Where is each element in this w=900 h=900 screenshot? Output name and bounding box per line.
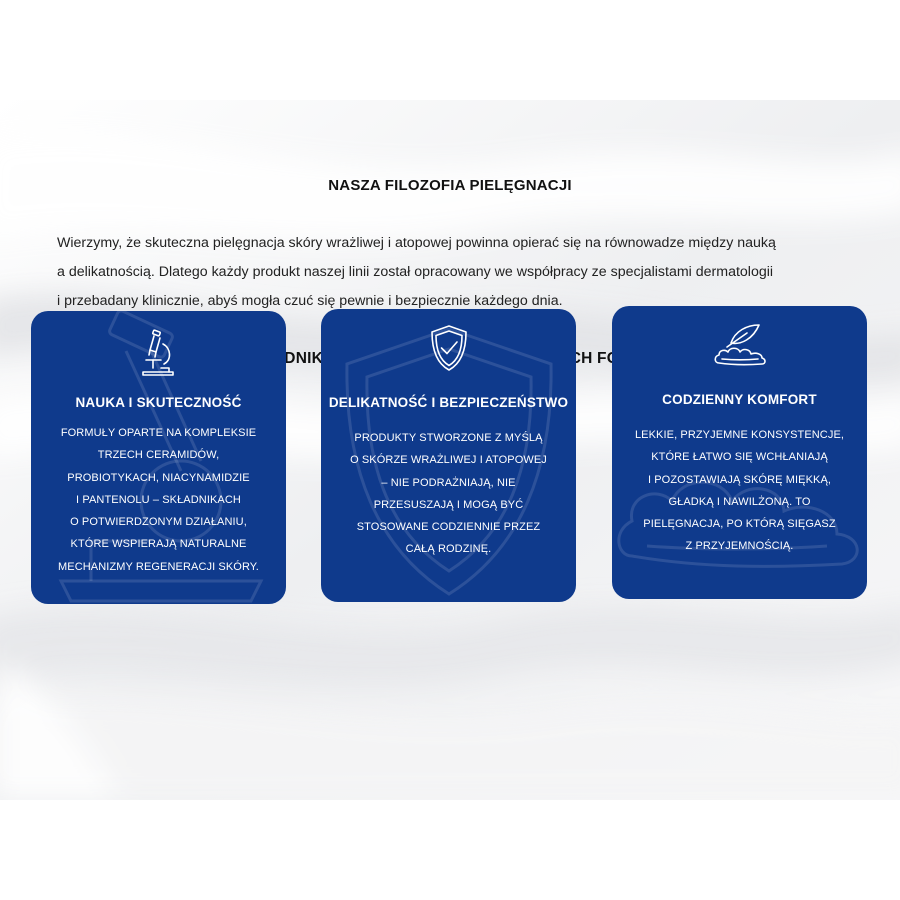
feature-card-science: [31, 311, 286, 604]
feather-cloud-icon: [713, 323, 767, 369]
card-line: – NIE PODRAŻNIAJĄ, NIE: [381, 476, 516, 489]
card-line: Z PRZYJEMNOŚCIĄ.: [685, 540, 794, 553]
card-line: KTÓRE ŁATWO SIĘ WCHŁANIAJĄ: [651, 451, 828, 464]
card-description: [31, 422, 286, 578]
feature-card-safety: [321, 309, 576, 602]
card-line: PROBIOTYKACH, NIACYNAMIDZIE: [67, 471, 250, 484]
card-line: CAŁĄ RODZINĘ.: [405, 543, 492, 556]
card-line: O POTWIERDZONYM DZIAŁANIU,: [70, 516, 247, 529]
card-line: PRZESUSZAJĄ I MOGĄ BYĆ: [373, 498, 524, 511]
card-line: I PANTENOLU – SKŁADNIKACH: [76, 493, 241, 506]
card-line: O SKÓRZE WRAŻLIWEJ I ATOPOWEJ: [350, 454, 547, 467]
card-line: KTÓRE WSPIERAJĄ NATURALNE: [70, 538, 247, 551]
card-title: NAUKA I SKUTECZNOŚĆ: [75, 395, 242, 410]
card-line: STOSOWANE CODZIENNIE PRZEZ: [356, 521, 541, 534]
microscope-icon: [139, 328, 179, 376]
intro-line: a delikatnością. Dlatego każdy produkt naszej linii został opracowany we współpracy ze specjalistami dermatologii: [57, 264, 774, 280]
card-line: MECHANIZMY REGENERACJI SKÓRY.: [58, 560, 259, 573]
shield-check-icon: [429, 324, 469, 372]
card-description: [612, 424, 867, 558]
card-title: CODZIENNY KOMFORT: [662, 392, 817, 407]
card-line: GŁADKĄ I NAWILŻONĄ. TO: [668, 495, 811, 508]
intro-line: Wierzymy, że skuteczna pielęgnacja skóry wrażliwej i atopowej powinna opierać się na równowadze między nauką: [57, 235, 776, 251]
page-title: NASZA FILOZOFIA PIELĘGNACJI: [328, 177, 572, 194]
card-description: [321, 427, 576, 561]
feature-card-comfort: [612, 306, 867, 599]
card-title: DELIKATNOŚĆ I BEZPIECZEŃSTWO: [328, 395, 569, 410]
card-line: FORMUŁY OPARTE NA KOMPLEKSIE: [60, 427, 257, 439]
card-line: LEKKIE, PRZYJEMNE KONSYSTENCJE,: [634, 429, 845, 441]
card-line: I POZOSTAWIAJĄ SKÓRĘ MIĘKKĄ,: [647, 473, 832, 486]
card-line: TRZECH CERAMIDÓW,: [97, 449, 220, 462]
intro-line: i przebadany klinicznie, abyś mogła czuć się pewnie i bezpiecznie każdego dnia.: [57, 293, 563, 309]
intro-paragraph: [57, 229, 857, 316]
card-line: PRODUKTY STWORZONE Z MYŚLĄ: [354, 432, 543, 444]
card-line: PIELĘGNACJA, PO KTÓRĄ SIĘGASZ: [643, 518, 836, 531]
section-subtitle: SKŁADNIKÓW: [241, 350, 351, 367]
